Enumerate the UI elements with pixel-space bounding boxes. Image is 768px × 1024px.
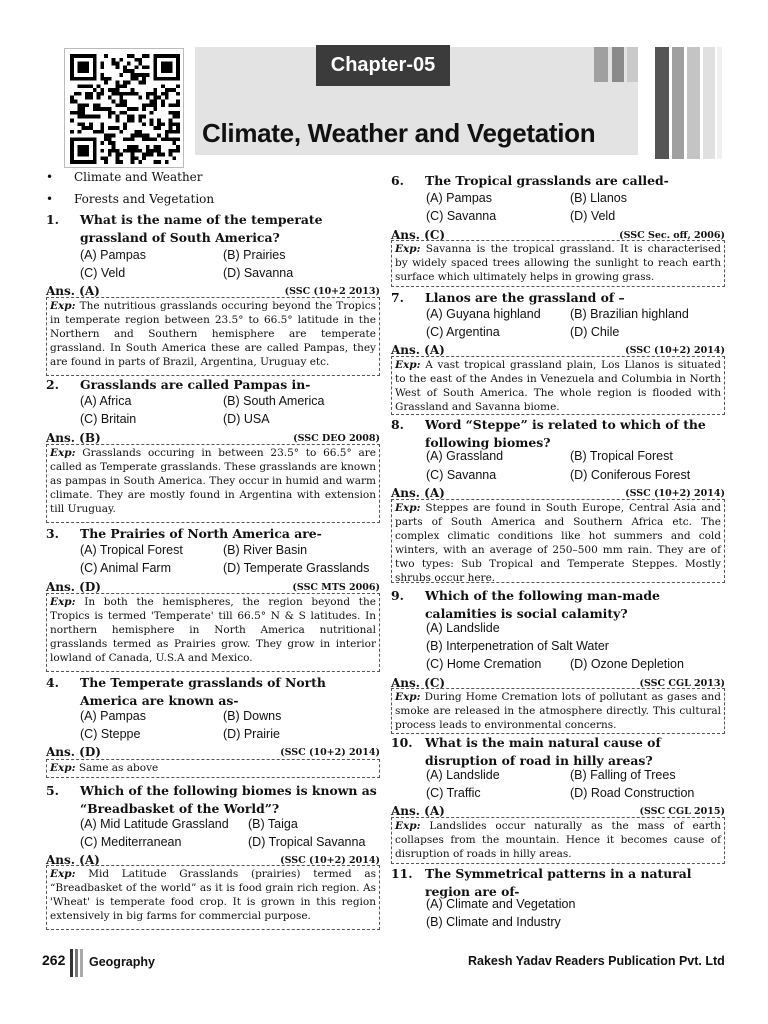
answer-label: Ans. (A) [391,804,445,818]
explanation-text: Mid Latitude Grasslands (prairies) termed as “Breadbasket of the world” as it is food grain rich region. As 'Wheat' is temperate food crop. It is grown in this region extensively in big farms for commercial purpose. [50,868,376,922]
question-stem: The Tropical grasslands are called- [425,173,669,188]
option-text: (A) Climate and Vegetation [426,897,576,911]
explanation-text: Steppes are found in South Europe, Central Asia and parts of South America and Southern Africa etc. The complex climatic conditions like hot summers and cold winters, with an average of 250–500 mm rain. They are of two types: Sub Tropical and Temperate Steppes. Mostly shrubs occur here. [395,502,721,584]
footer-subject: Geography [89,955,155,969]
question-stem: Word “Steppe” is related to which of the following biomes? [425,417,706,450]
qr-code-pattern [70,54,180,164]
option-text: (A) Africa [80,394,132,408]
explanation-box [46,297,380,376]
question-stem: Llanos are the grassland of – [425,290,625,305]
explanation-box [46,865,380,930]
answer-source: (SSC (10+2) 2014) [625,488,725,499]
question-number: 2. [46,377,59,392]
question-number: 10. [391,735,413,750]
explanation-box [391,499,725,583]
answer-source: (SSC (10+2) 2014) [280,855,380,866]
option-text: (A) Landslide [426,768,500,782]
question-text [391,416,725,451]
option-text: (C) Traffic [426,786,481,800]
explanation-box [46,444,380,523]
option-text: (D) Road Construction [570,786,695,800]
answer-label: Ans. (C) [391,228,446,242]
option-text: (C) Argentina [426,325,500,339]
explanation-label: Exp: [395,820,421,832]
question-number: 8. [391,417,404,432]
explanation-text: Grasslands occuring in between 23.5° to 66.5° are called as Temperate grasslands. These grasslands are known as pampas in South America. They occur in humid and warm climate. They are mostly found in Argentina with extension till Uruguay. [50,447,376,515]
page-title: Climate, Weather and Vegetation [202,118,596,148]
option-text: (B) Interpenetration of Salt Water [426,639,609,653]
question-number: 9. [391,588,404,603]
option-text: (B) Prairies [223,248,286,262]
explanation-text: Same as above [78,762,159,774]
option-text: (C) Home Cremation [426,657,542,671]
explanation-text: Landslides occur naturally as the mass of earth collapses from the mountain. Hence it becomes cause of disruption of roads in hilly areas. [395,820,722,860]
explanation-label: Exp: [395,243,421,255]
explanation-box [391,688,725,734]
answer-label: Ans. (A) [46,284,100,298]
option-text: (A) Mid Latitude Grassland [80,817,229,831]
answer-label: Ans. (A) [391,486,445,500]
option-text: (D) Coniferous Forest [570,468,691,482]
explanation-text: In both the hemispheres, the region beyond the Tropics is termed 'Temperate' till 66.5° N & S latitudes. In northern hemisphere in North America nutritional grasslands termed as Prairies grow. They grow in interior lowland of Canada, U.S.A and Mexico. [50,596,376,664]
question-text [46,782,380,817]
question-stem: The Temperate grasslands of North America are known as- [80,675,326,708]
option-text: (C) Veld [80,266,126,280]
question-number: 6. [391,173,404,188]
option-text: (C) Steppe [80,727,141,741]
question-text [46,674,380,709]
answer-source: (SSC DEO 2008) [293,433,380,444]
answer-source: (SSC CGL 2013) [639,678,725,689]
answer-source: (SSC MTS 2006) [292,582,380,593]
question-number: 1. [46,212,59,227]
explanation-label: Exp: [50,447,76,459]
page-number: 262 [42,952,66,968]
answer-source: (SSC Sec. off, 2006) [619,230,725,241]
option-text: (B) Brazilian highland [570,307,689,321]
option-text: (A) Pampas [80,709,146,723]
topic-item: • Forests and Vegetation [46,192,215,206]
option-text: (D) Prairie [223,727,280,741]
explanation-box [391,240,725,287]
header-stripe [717,47,722,159]
explanation-text: The nutritious grasslands occuring beyond the Tropics in temperate region between 23.5° to 66.5° latitude in the Northern and Southern hemisphere are temperate grassland. In South America these are called Pampas, they are found in parts of Brazil, Argentina, Uruguay etc. [50,300,376,368]
question-text [391,172,725,190]
option-text: (C) Savanna [426,209,497,223]
explanation-label: Exp: [395,502,421,514]
option-text: (B) Tropical Forest [570,449,673,463]
option-text: (C) Britain [80,412,137,426]
answer-label: Ans. (A) [46,853,100,867]
header-stripe [655,47,669,159]
option-text: (B) Downs [223,709,282,723]
qr-code [64,48,184,168]
chapter-label: Chapter-05 [316,45,450,86]
option-text: (C) Mediterranean [80,835,182,849]
question-stem: What is the name of the temperate grassland of South America? [80,212,323,245]
question-number: 11. [391,866,413,881]
header-stripe [687,47,700,159]
option-text: (B) Llanos [570,191,627,205]
header-stripe [703,47,715,159]
option-text: (B) Taiga [248,817,298,831]
question-text [391,865,725,900]
option-text: (A) Pampas [80,248,146,262]
option-text: (D) Tropical Savanna [248,835,366,849]
explanation-box [46,759,380,778]
question-stem: The Symmetrical patterns in a natural region are of- [425,866,692,899]
explanation-text: A vast tropical grassland plain, Los Llanos is situated to the east of the Andes in Venezuela and Columbia in North West of South America. The whole region is flooded with Grassland and Savanna biome. [395,359,721,413]
option-text: (A) Grassland [426,449,504,463]
explanation-box [391,356,725,415]
option-text: (A) Guyana highland [426,307,541,321]
explanation-label: Exp: [50,300,76,312]
header-stripe [612,47,624,82]
explanation-box [46,593,380,672]
answer-label: Ans. (D) [46,580,101,594]
header-stripe [594,47,608,82]
option-text: (D) USA [223,412,270,426]
option-text: (A) Landslide [426,621,500,635]
option-text: (D) Ozone Depletion [570,657,684,671]
explanation-text: Savanna is the tropical grassland. It is characterised by widely spaced trees allowing the sunlight to reach earth surface which ultimately helps in growing grass. [395,243,721,283]
question-stem: What is the main natural cause of disruption of road in hilly areas? [425,735,661,768]
question-stem: Which of the following man-made calamities is social calamity? [425,588,660,621]
answer-label: Ans. (D) [46,745,101,759]
explanation-text: During Home Cremation lots of pollutant as gases and smoke are released in the atmosphere directly. This cultural process leads to environmental concerns. [395,691,721,731]
question-text [391,587,725,622]
explanation-label: Exp: [50,868,76,880]
option-text: (B) South America [223,394,325,408]
explanation-label: Exp: [50,596,76,608]
option-text: (A) Tropical Forest [80,543,183,557]
question-text [46,376,380,394]
answer-label: Ans. (B) [46,431,101,445]
answer-source: (SSC (10+2) 2014) [280,747,380,758]
question-stem: Which of the following biomes is known as “Breadbasket of the World”? [80,783,377,816]
option-text: (C) Savanna [426,468,497,482]
explanation-box [391,817,725,864]
footer-bars-icon [70,949,84,977]
question-stem: The Prairies of North America are- [80,526,322,541]
header-stripe [627,47,638,82]
option-text: (D) Chile [570,325,620,339]
option-text: (D) Temperate Grasslands [223,561,370,575]
header-stripe [672,47,684,159]
question-number: 3. [46,526,59,541]
answer-label: Ans. (A) [391,343,445,357]
question-number: 7. [391,290,404,305]
question-stem: Grasslands are called Pampas in- [80,377,311,392]
topic-item: • Climate and Weather [46,170,203,184]
answer-source: (SSC (10+2 2013) [284,286,380,297]
question-text [391,289,725,307]
option-text: (B) Climate and Industry [426,915,561,929]
option-text: (A) Pampas [426,191,492,205]
option-text: (B) River Basin [223,543,308,557]
question-text [46,211,380,246]
header-stripe [641,47,652,132]
option-text: (D) Savanna [223,266,294,280]
question-text [46,525,380,543]
answer-label: Ans. (C) [391,676,446,690]
explanation-label: Exp: [395,691,421,703]
option-text: (D) Veld [570,209,616,223]
explanation-label: Exp: [395,359,421,371]
answer-source: (SSC (10+2) 2014) [625,345,725,356]
question-number: 4. [46,675,59,690]
option-text: (C) Animal Farm [80,561,171,575]
question-text [391,734,725,769]
explanation-label: Exp: [50,762,76,774]
question-number: 5. [46,783,59,798]
footer-publisher: Rakesh Yadav Readers Publication Pvt. Ltd [468,954,725,968]
answer-source: (SSC CGL 2015) [639,806,725,817]
option-text: (B) Falling of Trees [570,768,676,782]
